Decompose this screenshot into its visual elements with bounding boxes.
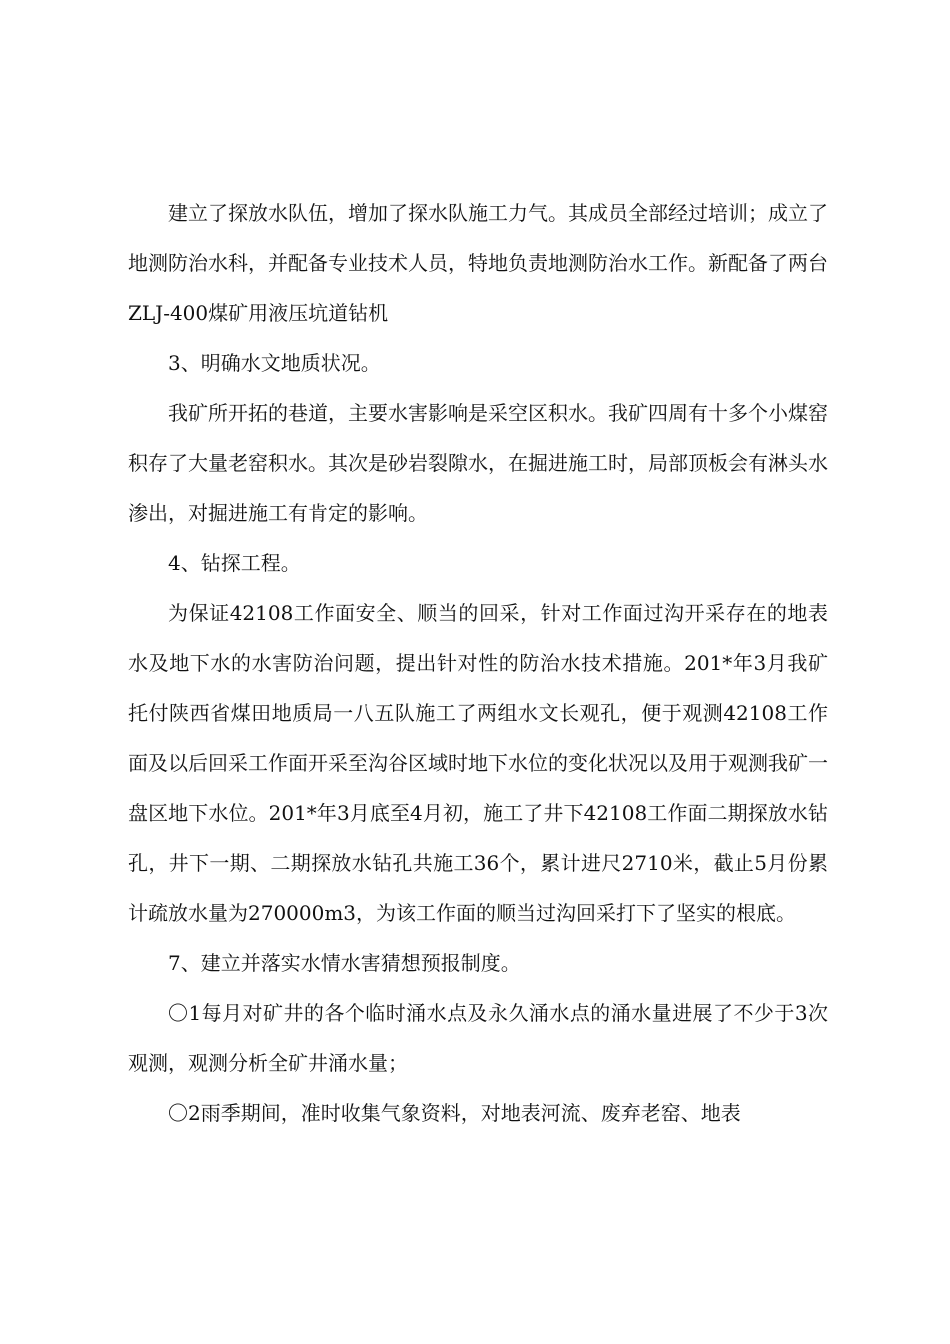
paragraph-rainy-season: 〇2雨季期间，准时收集气象资料，对地表河流、废弃老窑、地表 — [168, 1101, 741, 1125]
paragraph-drilling: 为保证42108工作面安全、顺当的回采，针对工作面过沟开采存在的地表水及地下水的水害防治问题，提出针对性的防治水技术措施。201*年3月我矿托付陕西省煤田地质局一八五队施工了两组水文长观孔，便于观测42108工作面及以后回采工作面开采至沟谷区域时地下水位的变化状况以及用于观测我矿一盘区地下水位。201*年3月底至4月初，施工了井下42108工作面二期探放水钻孔，井下一期、二期探放水钻孔共施工36个，累计进尺2710米，截止5月份累计疏放水量为270000m3，为该工作面的顺当过沟回采打下了坚实的根底。 — [128, 601, 828, 925]
paragraph-monthly-observation: 〇1每月对矿井的各个临时涌水点及永久涌水点的涌水量进展了不少于3次观测，观测分析全矿井涌水量； — [128, 1001, 828, 1075]
paragraph-team-setup: 建立了探放水队伍，增加了探水队施工力气。其成员全部经过培训；成立了地测防治水科，并配备专业技术人员，特地负责地测防治水工作。新配备了两台ZLJ-400煤矿用液压坑道钻机 — [128, 201, 828, 325]
document-body — [128, 188, 828, 1138]
heading-hydrogeology: 3、明确水文地质状况。 — [168, 351, 381, 375]
heading-drilling: 4、钻探工程。 — [168, 551, 301, 575]
heading-forecast-system: 7、建立并落实水情水害猜想预报制度。 — [168, 951, 521, 975]
paragraph-hydrogeology: 我矿所开拓的巷道，主要水害影响是采空区积水。我矿四周有十多个小煤窑积存了大量老窑积水。其次是砂岩裂隙水，在掘进施工时，局部顶板会有淋头水渗出，对掘进施工有肯定的影响。 — [128, 401, 828, 525]
